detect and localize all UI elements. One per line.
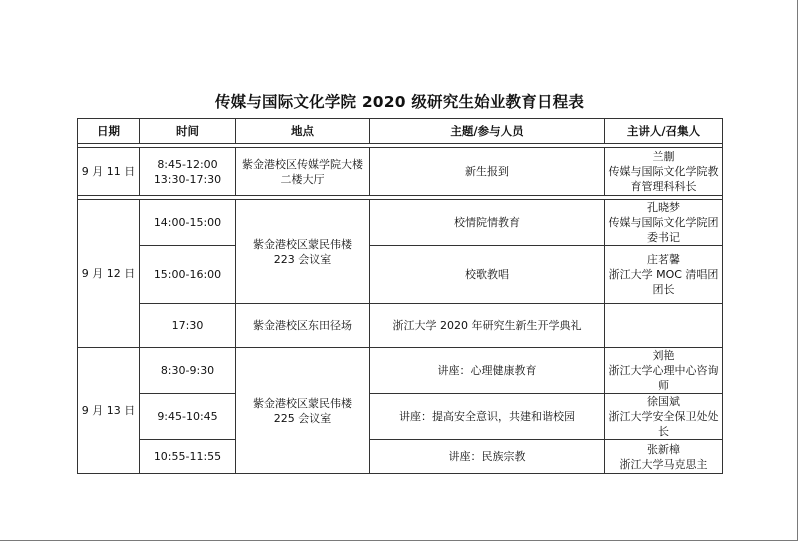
place-cell: 紫金港校区东田径场 [236,304,370,348]
header-row [78,119,723,144]
table-row [78,440,723,474]
place-cell: 紫金港校区传媒学院大楼二楼大厅 [236,148,370,196]
time-cell: 8:30-9:30 [140,348,236,394]
topic-cell: 讲座：提高安全意识，共建和谐校园 [370,394,605,440]
topic-cell: 校歌教唱 [370,246,605,304]
header-speaker: 主讲人/召集人 [605,119,723,144]
date-cell: 9 月 12 日 [78,200,140,348]
table-row [78,348,723,394]
time-cell: 8:45-12:00 13:30-17:30 [140,148,236,196]
time-cell: 17:30 [140,304,236,348]
topic-cell: 讲座：心理健康教育 [370,348,605,394]
header-topic: 主题/参与人员 [370,119,605,144]
topic-cell: 校情院情教育 [370,200,605,246]
time-cell: 10:55-11:55 [140,440,236,474]
table-row [78,304,723,348]
speaker-cell: 徐国斌 浙江大学安全保卫处处长 [605,394,723,440]
time-cell: 15:00-16:00 [140,246,236,304]
speaker-cell: 兰蒯 传媒与国际文化学院教育管理科科长 [605,148,723,196]
schedule-table [77,118,723,474]
header-place: 地点 [236,119,370,144]
schedule-title: 传媒与国际文化学院 2020 级研究生始业教育日程表 [214,93,585,111]
place-cell: 紫金港校区蒙民伟楼 225 会议室 [236,348,370,474]
header-date: 日期 [78,119,140,144]
speaker-cell: 庄茗馨 浙江大学 MOC 清唱团 团长 [605,246,723,304]
place-cell: 紫金港校区蒙民伟楼 223 会议室 [236,200,370,304]
date-cell: 9 月 13 日 [78,348,140,474]
table-row [78,148,723,196]
header-time: 时间 [140,119,236,144]
time-cell: 9:45-10:45 [140,394,236,440]
speaker-cell: 刘艳 浙江大学心理中心咨询师 [605,348,723,394]
topic-cell: 讲座：民族宗教 [370,440,605,474]
time-cell: 14:00-15:00 [140,200,236,246]
date-cell: 9 月 11 日 [78,148,140,196]
speaker-cell: 孔晓梦 传媒与国际文化学院团委书记 [605,200,723,246]
speaker-cell [605,304,723,348]
table-row [78,394,723,440]
topic-cell: 浙江大学 2020 年研究生新生开学典礼 [370,304,605,348]
topic-cell: 新生报到 [370,148,605,196]
speaker-cell: 张新樟 浙江大学马克思主 [605,440,723,474]
table-row [78,200,723,246]
table-row [78,246,723,304]
